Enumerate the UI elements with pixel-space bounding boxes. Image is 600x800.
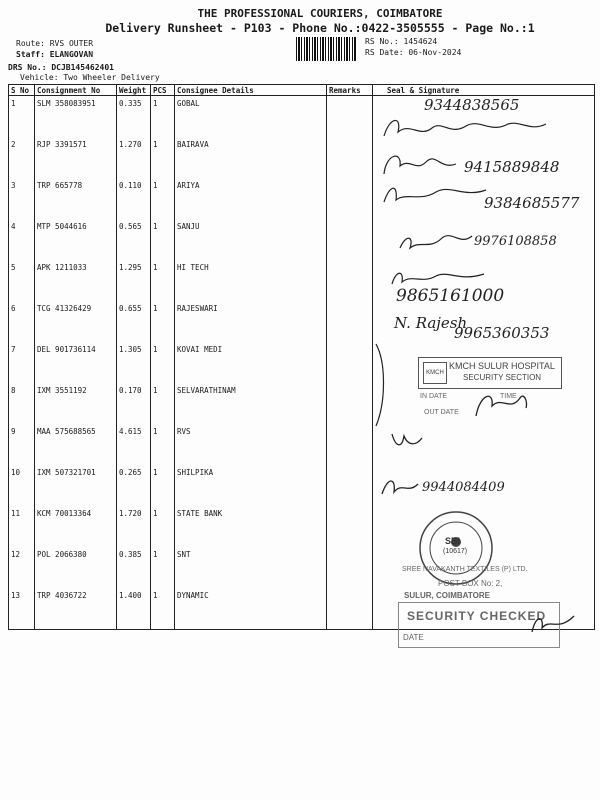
table-row: 6 TCG 41326429 0.655 1 RAJESWARI (9, 301, 595, 342)
table-row: 11 KCM 70013364 1.720 1 STATE BANK (9, 506, 595, 547)
route-info: Route: RVS OUTER (16, 39, 94, 48)
handwritten-phone-row3: 9384685577 (484, 194, 580, 212)
handwritten-phone-row1: 9344838565 (424, 96, 520, 114)
table-row: 10 IXM 507321701 0.265 1 SHILPIKA (9, 465, 595, 506)
handwritten-phone-row2: 9415889848 (464, 158, 560, 176)
signature-row9 (388, 428, 428, 450)
snt-location: SULUR, COIMBATORE (404, 591, 490, 600)
col-pcs: PCS (151, 85, 175, 96)
table-row: 8 IXM 3551192 0.170 1 SELVARATHINAM (9, 383, 595, 424)
bracket-mark (372, 342, 392, 428)
staff-info: Staff: ELANGOVAN (16, 50, 94, 59)
table-row: 3 TRP 665778 0.110 1 ARIYA (9, 178, 595, 219)
handwritten-name-row6: N. Rajesh (394, 314, 468, 332)
col-remarks: Remarks (327, 85, 373, 96)
signature-row1 (380, 112, 550, 142)
handwritten-phone-row4: 9976108858 (474, 234, 557, 249)
sbi-branch-code: (10617) (443, 548, 468, 555)
col-consignment: Consignment No (35, 85, 117, 96)
signature-row4 (396, 228, 476, 254)
signature-row5 (388, 266, 488, 288)
kmch-time: TIME (500, 393, 517, 400)
vehicle-info: Vehicle: Two Wheeler Delivery (20, 73, 160, 82)
table-row: 12 POL 2066380 0.385 1 SNT (9, 547, 595, 588)
table-row: 5 APK 1211033 1.295 1 HI TECH (9, 260, 595, 301)
kmch-hospital-name: KMCH SULUR HOSPITAL (449, 361, 555, 371)
drs-number: DRS No.: DCJB145462401 (8, 63, 114, 72)
sbi-logo: SBI (445, 536, 461, 546)
table-row: 2 RJP 3391571 1.270 1 BAIRAVA (9, 137, 595, 178)
table-row: 4 MTP 5044616 0.565 1 SANJU (9, 219, 595, 260)
document-title: THE PROFESSIONAL COURIERS, COIMBATORE (197, 7, 443, 20)
kmch-stamp (418, 357, 562, 389)
col-sno: S No (9, 85, 35, 96)
runsheet-subtitle: Delivery Runsheet - P103 - Phone No.:0422-3505555 - Page No.:1 (105, 21, 535, 35)
kmch-security-section: SECURITY SECTION (463, 373, 542, 382)
snt-post-box: POST BOX No: 2, (438, 579, 503, 588)
signature-row2 (380, 148, 460, 178)
col-consignee: Consignee Details (175, 85, 327, 96)
kmch-out-date: OUT DATE (424, 409, 459, 416)
signature-row8 (470, 388, 530, 420)
kmch-logo: KMCH (423, 362, 447, 384)
rs-info-block (365, 36, 461, 58)
handwritten-phone-row6: 9965360353 (454, 324, 550, 342)
col-signature: Seal & Signature (373, 85, 595, 96)
signature-row10 (378, 474, 422, 500)
table-row: 7 DEL 901736114 1.305 1 KOVAI MEDI (9, 342, 595, 383)
table-row: 1 SLM 358083951 0.335 1 GOBAL (9, 96, 595, 138)
handwritten-phone-row10: 9944084409 (422, 480, 505, 495)
rs-date: RS Date: 06-Nov-2024 (365, 48, 462, 57)
rs-number: RS No.: 1454624 (365, 37, 438, 46)
handwritten-phone-row5: 9865161000 (396, 286, 505, 306)
signature-row3 (380, 180, 490, 206)
signature-row13 (528, 610, 578, 638)
snt-date-label: DATE (403, 633, 424, 642)
table-header (9, 85, 595, 96)
table-row: 9 MAA 575688565 4.615 1 RVS (9, 424, 595, 465)
snt-company-name: SREE NAVAKANTH TEXTILES (P) LTD. (402, 566, 528, 573)
barcode (296, 37, 356, 61)
table-row: 13 TRP 4036722 1.400 1 DYNAMIC (9, 588, 595, 630)
snt-security-checked: SECURITY CHECKED (407, 609, 547, 623)
kmch-in-date: IN DATE (420, 393, 448, 400)
col-weight: Weight (117, 85, 151, 96)
